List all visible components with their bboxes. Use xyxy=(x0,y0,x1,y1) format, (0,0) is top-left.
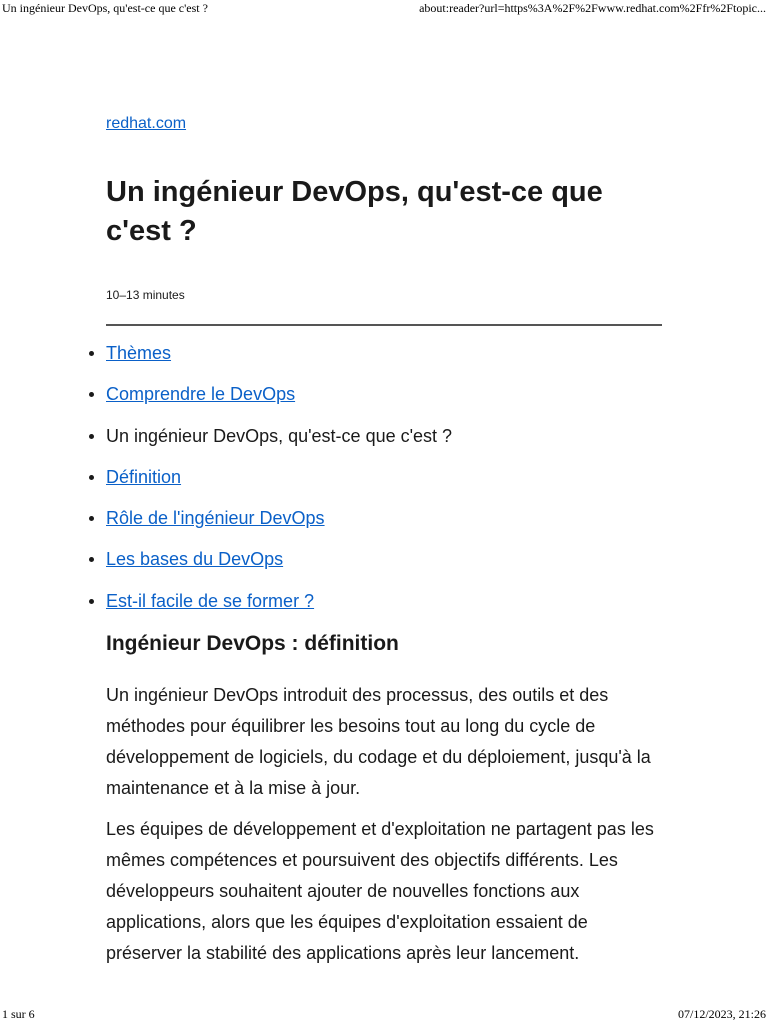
bullet-icon xyxy=(89,475,94,480)
bullet-icon xyxy=(89,392,94,397)
toc-item[interactable] xyxy=(106,546,666,572)
toc-item[interactable] xyxy=(106,588,666,614)
source-domain-link[interactable]: redhat.com xyxy=(106,115,187,132)
toc-link-role[interactable]: Rôle de l'ingénieur DevOps xyxy=(106,508,325,529)
print-datetime: 07/12/2023, 21:26 xyxy=(677,1007,766,1021)
toc-link-definition[interactable]: Définition xyxy=(106,466,182,487)
toc-item[interactable] xyxy=(106,464,666,490)
bullet-icon xyxy=(89,351,94,356)
print-header xyxy=(0,0,768,18)
bullet-icon xyxy=(89,434,94,439)
reader-article xyxy=(106,112,666,969)
toc-link-bases[interactable]: Les bases du DevOps xyxy=(106,549,284,570)
section-heading: Ingénieur DevOps : définition xyxy=(106,632,399,656)
toc-link-former[interactable]: Est-il facile de se former ? xyxy=(106,590,315,611)
table-of-contents xyxy=(106,340,666,614)
bullet-icon xyxy=(89,557,94,562)
paragraph: Un ingénieur DevOps introduit des processus, des outils et des méthodes pour équilibrer les besoins tout au long du cycle de développement de logiciels, du codage et du déploiement, jusqu'à la maintenance et à la mise à jour. xyxy=(106,685,651,799)
bullet-icon xyxy=(89,599,94,604)
print-url: about:reader?url=https%3A%2F%2Fwww.redhat.com%2Ffr%2Ftopic... xyxy=(419,1,766,15)
toc-item[interactable] xyxy=(106,340,666,366)
page-indicator: 1 sur 6 xyxy=(2,1007,35,1021)
toc-item[interactable] xyxy=(106,381,666,407)
article-title: Un ingénieur DevOps, qu'est-ce que c'est ? xyxy=(106,176,603,247)
toc-item-current xyxy=(106,423,666,449)
toc-link-themes[interactable]: Thèmes xyxy=(106,343,172,363)
print-footer xyxy=(0,1006,768,1024)
toc-current-label: Un ingénieur DevOps, qu'est-ce que c'est ? xyxy=(106,425,453,446)
toc-link-comprendre[interactable]: Comprendre le DevOps xyxy=(106,384,296,405)
toc-item[interactable] xyxy=(106,505,666,531)
reading-time: 10–13 minutes xyxy=(106,288,185,302)
print-page-title: Un ingénieur DevOps, qu'est-ce que c'est ? xyxy=(2,1,208,15)
divider xyxy=(106,324,662,326)
bullet-icon xyxy=(89,516,94,521)
paragraph: Les équipes de développement et d'exploitation ne partagent pas les mêmes compétences et poursuivent des objectifs différents. Les développeurs souhaitent ajouter de nouvelles fonctions aux applications, alors que les équipes d'exploitation essaient de préserver la stabilité des applications après leur lancement. xyxy=(106,819,654,964)
